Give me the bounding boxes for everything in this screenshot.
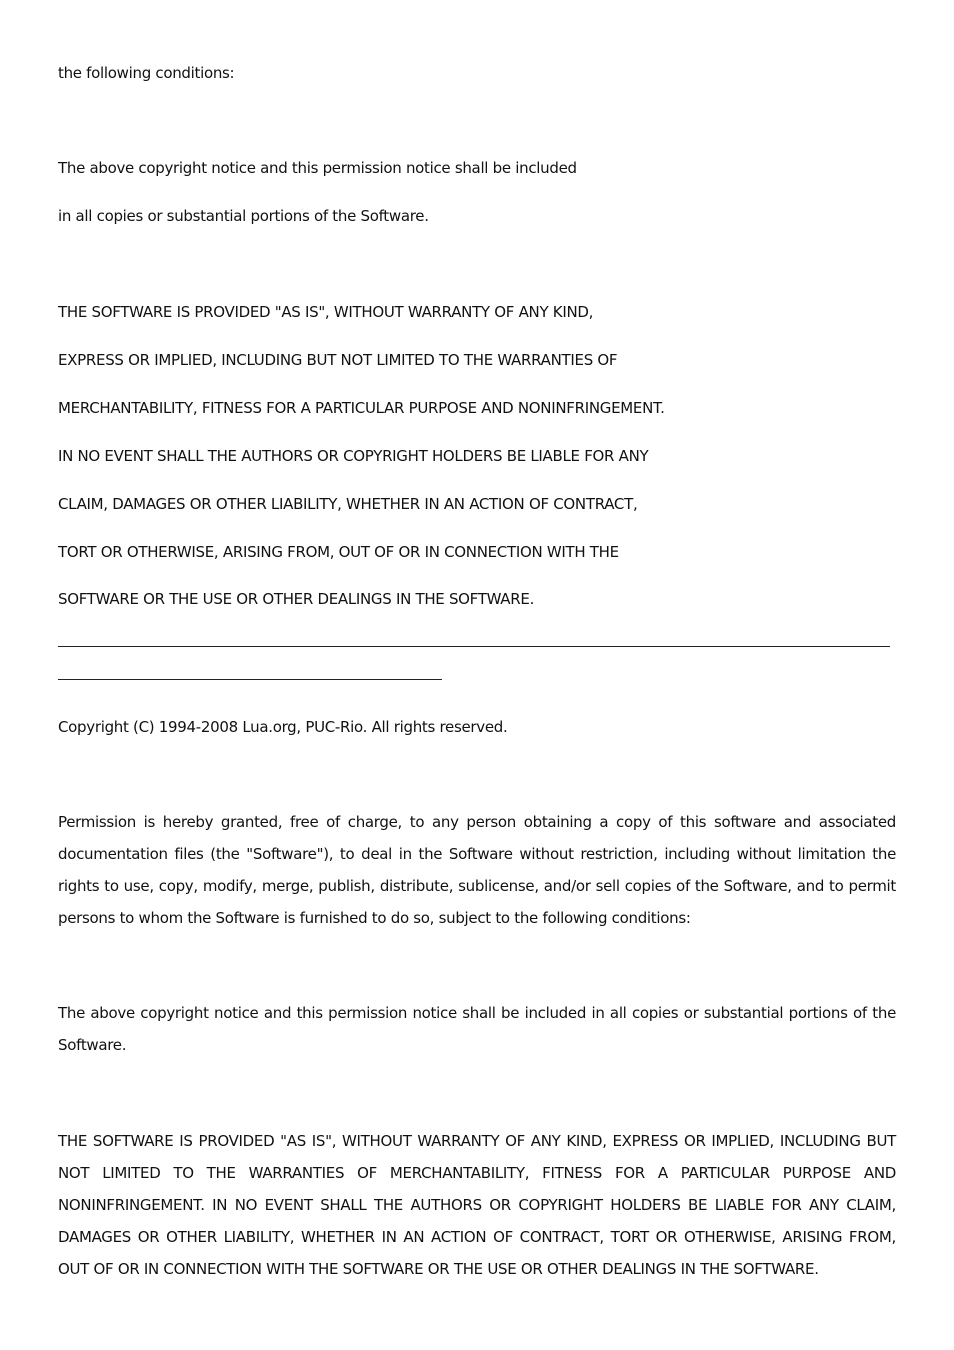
warranty-line-2: EXPRESS OR IMPLIED, INCLUDING BUT NOT LIMITED TO THE WARRANTIES OF [58,351,618,369]
warranty-line-1: THE SOFTWARE IS PROVIDED "AS IS", WITHOUT WARRANTY OF ANY KIND, [58,303,594,321]
warranty-line-5: CLAIM, DAMAGES OR OTHER LIABILITY, WHETHER IN AN ACTION OF CONTRACT, [58,495,638,513]
notice-paragraph: The above copyright notice and this permission notice shall be included in all copies or substantial portions of the Software. [58,1004,896,1054]
conditions-tail-text: the following conditions: [58,64,235,82]
notice-line-2: in all copies or substantial portions of the Software. [58,207,429,225]
separator-rule-short [58,679,442,680]
warranty-line-4: IN NO EVENT SHALL THE AUTHORS OR COPYRIGHT HOLDERS BE LIABLE FOR ANY [58,447,649,465]
copyright-line: Copyright (C) 1994-2008 Lua.org, PUC-Rio. All rights reserved. [58,718,508,736]
permission-paragraph: Permission is hereby granted, free of charge, to any person obtaining a copy of this software and associated documentation files (the "Software"), to deal in the Software without restriction, including without limitation the rights to use, copy, modify, merge, publish, distribute, sublicense, and/or sell copies of the Software, and to permit persons to whom the Software is furnished to do so, subject to the following conditions: [58,813,896,927]
warranty-line-6: TORT OR OTHERWISE, ARISING FROM, OUT OF OR IN CONNECTION WITH THE [58,543,619,561]
separator-rule-long [58,646,890,647]
notice-line-1: The above copyright notice and this permission notice shall be included [58,159,577,177]
warranty-paragraph: THE SOFTWARE IS PROVIDED "AS IS", WITHOUT WARRANTY OF ANY KIND, EXPRESS OR IMPLIED, INCLUDING BUT NOT LIMITED TO THE WARRANTIES OF MERCHANTABILITY, FITNESS FOR A PARTICULAR PURPOSE AND NONINFRINGEMENT. IN NO EVENT SHALL THE AUTHORS OR COPYRIGHT HOLDERS BE LIABLE FOR ANY CLAIM, DAMAGES OR OTHER LIABILITY, WHETHER IN AN ACTION OF CONTRACT, TORT OR OTHERWISE, ARISING FROM, OUT OF OR IN CONNECTION WITH THE SOFTWARE OR THE USE OR OTHER DEALINGS IN THE SOFTWARE. [58,1132,896,1278]
warranty-line-7: SOFTWARE OR THE USE OR OTHER DEALINGS IN THE SOFTWARE. [58,590,535,608]
warranty-line-3: MERCHANTABILITY, FITNESS FOR A PARTICULAR PURPOSE AND NONINFRINGEMENT. [58,399,665,417]
